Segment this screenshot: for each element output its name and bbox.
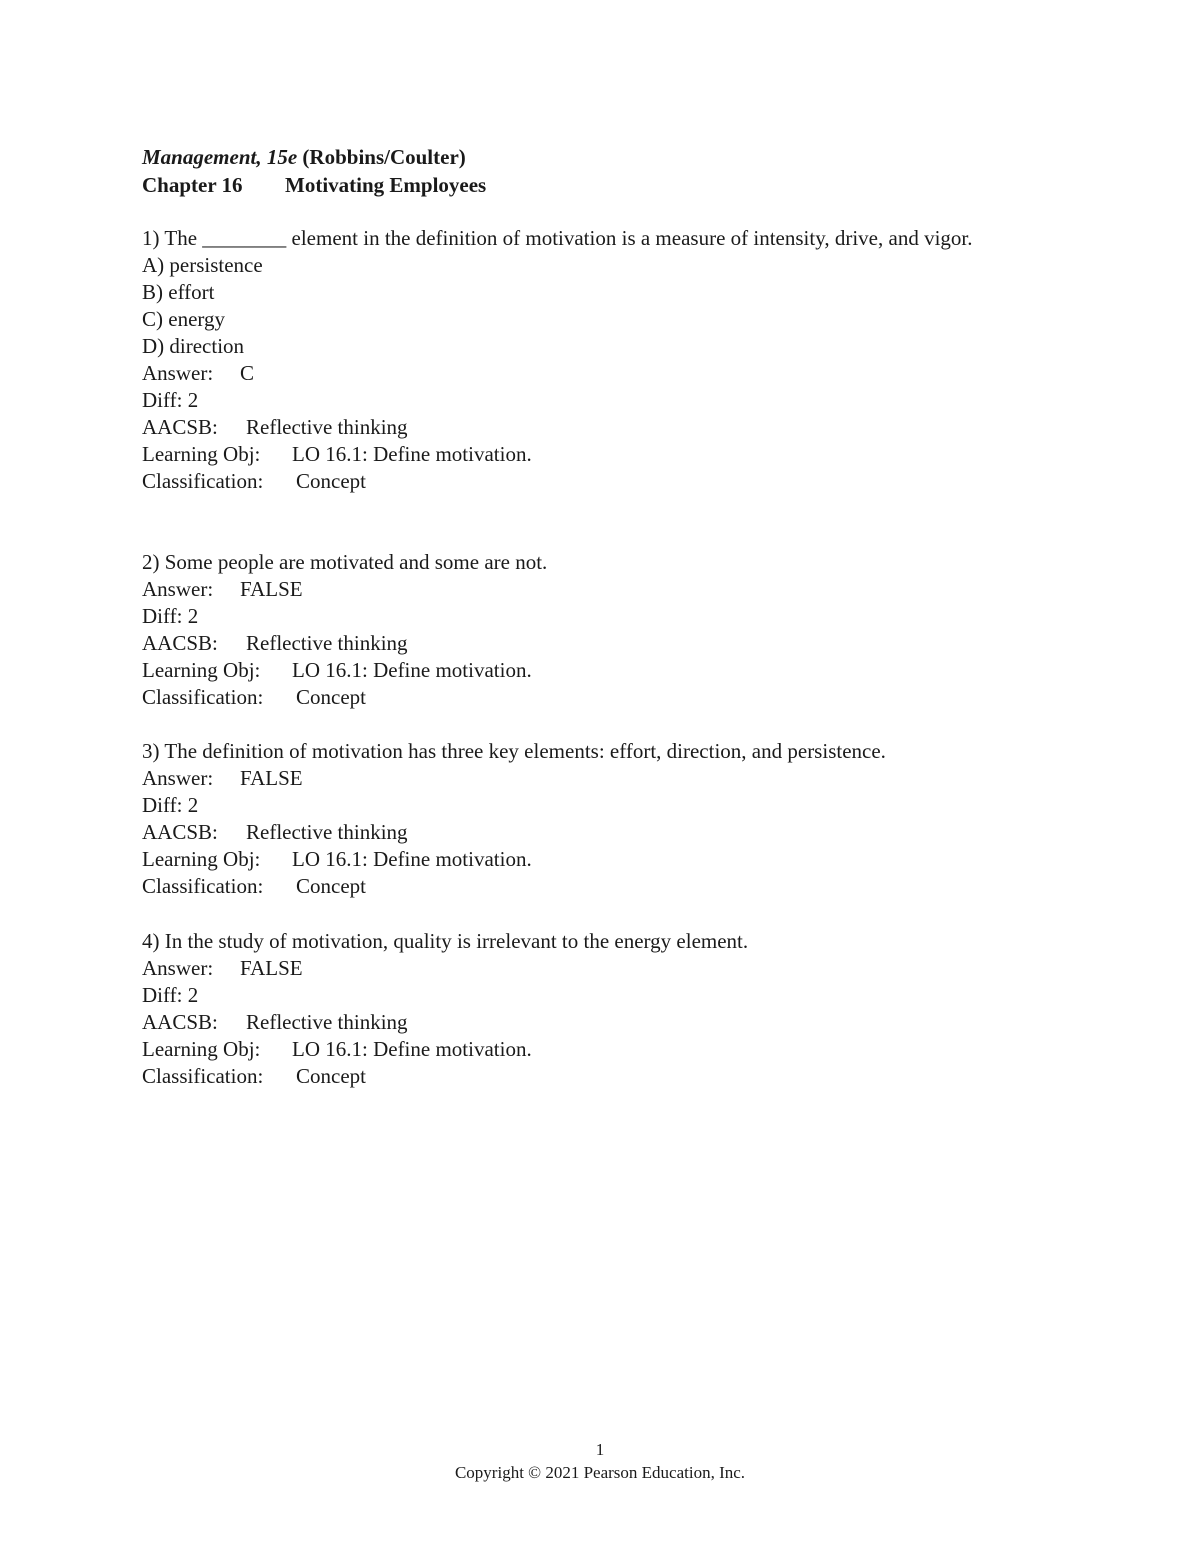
question-2 [142, 549, 1042, 711]
classification-value: Concept [296, 469, 366, 493]
learning-objective-label: Learning Obj: [142, 658, 261, 682]
answer-line [142, 765, 1042, 792]
question-4 [142, 928, 1042, 1090]
aacsb-value: Reflective thinking [246, 415, 408, 439]
learning-objective-line [142, 441, 1042, 468]
classification-line [142, 873, 1042, 900]
aacsb-line [142, 630, 1042, 657]
answer-value: FALSE [240, 577, 303, 601]
difficulty-line: Diff: 2 [142, 793, 199, 817]
learning-objective-line [142, 657, 1042, 684]
classification-value: Concept [296, 1064, 366, 1088]
aacsb-value: Reflective thinking [246, 631, 408, 655]
learning-objective-value: LO 16.1: Define motivation. [292, 442, 532, 466]
aacsb-label: AACSB: [142, 1010, 218, 1034]
learning-objective-value: LO 16.1: Define motivation. [292, 847, 532, 871]
aacsb-value: Reflective thinking [246, 1010, 408, 1034]
page-number: 1 [595, 1440, 605, 1459]
book-authors: (Robbins/Coulter) [302, 145, 466, 169]
learning-objective-label: Learning Obj: [142, 1037, 261, 1061]
classification-line [142, 1063, 1042, 1090]
option-a: A) persistence [142, 253, 263, 277]
difficulty-line: Diff: 2 [142, 388, 199, 412]
question-1 [142, 225, 1042, 495]
learning-objective-line [142, 1036, 1042, 1063]
option-b: B) effort [142, 280, 215, 304]
answer-label: Answer: [142, 956, 214, 980]
book-title-line [142, 143, 486, 171]
chapter-title: Motivating Employees [285, 173, 487, 197]
aacsb-line [142, 819, 1042, 846]
question-stem: 3) The definition of motivation has three key elements: effort, direction, and persistence. [142, 739, 886, 763]
classification-label: Classification: [142, 874, 264, 898]
answer-line [142, 955, 1042, 982]
question-stem: 1) The ________ element in the definition of motivation is a measure of intensity, drive, and vigor. [142, 226, 973, 250]
answer-label: Answer: [142, 766, 214, 790]
classification-line [142, 468, 1042, 495]
learning-objective-value: LO 16.1: Define motivation. [292, 658, 532, 682]
classification-value: Concept [296, 874, 366, 898]
chapter-heading [142, 171, 486, 199]
copyright-notice: Copyright © 2021 Pearson Education, Inc. [454, 1463, 746, 1482]
question-stem: 4) In the study of motivation, quality is irrelevant to the energy element. [142, 929, 749, 953]
learning-objective-value: LO 16.1: Define motivation. [292, 1037, 532, 1061]
answer-value: FALSE [240, 766, 303, 790]
answer-value: FALSE [240, 956, 303, 980]
classification-label: Classification: [142, 469, 264, 493]
aacsb-line [142, 1009, 1042, 1036]
answer-value: C [240, 361, 255, 385]
answer-line [142, 576, 1042, 603]
classification-value: Concept [296, 685, 366, 709]
option-d: D) direction [142, 334, 245, 358]
answer-line [142, 360, 1042, 387]
aacsb-label: AACSB: [142, 631, 218, 655]
document-header [142, 143, 486, 199]
aacsb-value: Reflective thinking [246, 820, 408, 844]
question-stem: 2) Some people are motivated and some are not. [142, 550, 548, 574]
difficulty-line: Diff: 2 [142, 983, 199, 1007]
answer-label: Answer: [142, 577, 214, 601]
learning-objective-label: Learning Obj: [142, 442, 261, 466]
answer-label: Answer: [142, 361, 214, 385]
question-3 [142, 738, 1042, 900]
classification-label: Classification: [142, 685, 264, 709]
book-title: Management, 15e [142, 145, 298, 169]
chapter-number: Chapter 16 [142, 173, 243, 197]
aacsb-line [142, 414, 1042, 441]
learning-objective-label: Learning Obj: [142, 847, 261, 871]
aacsb-label: AACSB: [142, 415, 218, 439]
aacsb-label: AACSB: [142, 820, 218, 844]
option-c: C) energy [142, 307, 226, 331]
classification-line [142, 684, 1042, 711]
learning-objective-line [142, 846, 1042, 873]
classification-label: Classification: [142, 1064, 264, 1088]
difficulty-line: Diff: 2 [142, 604, 199, 628]
